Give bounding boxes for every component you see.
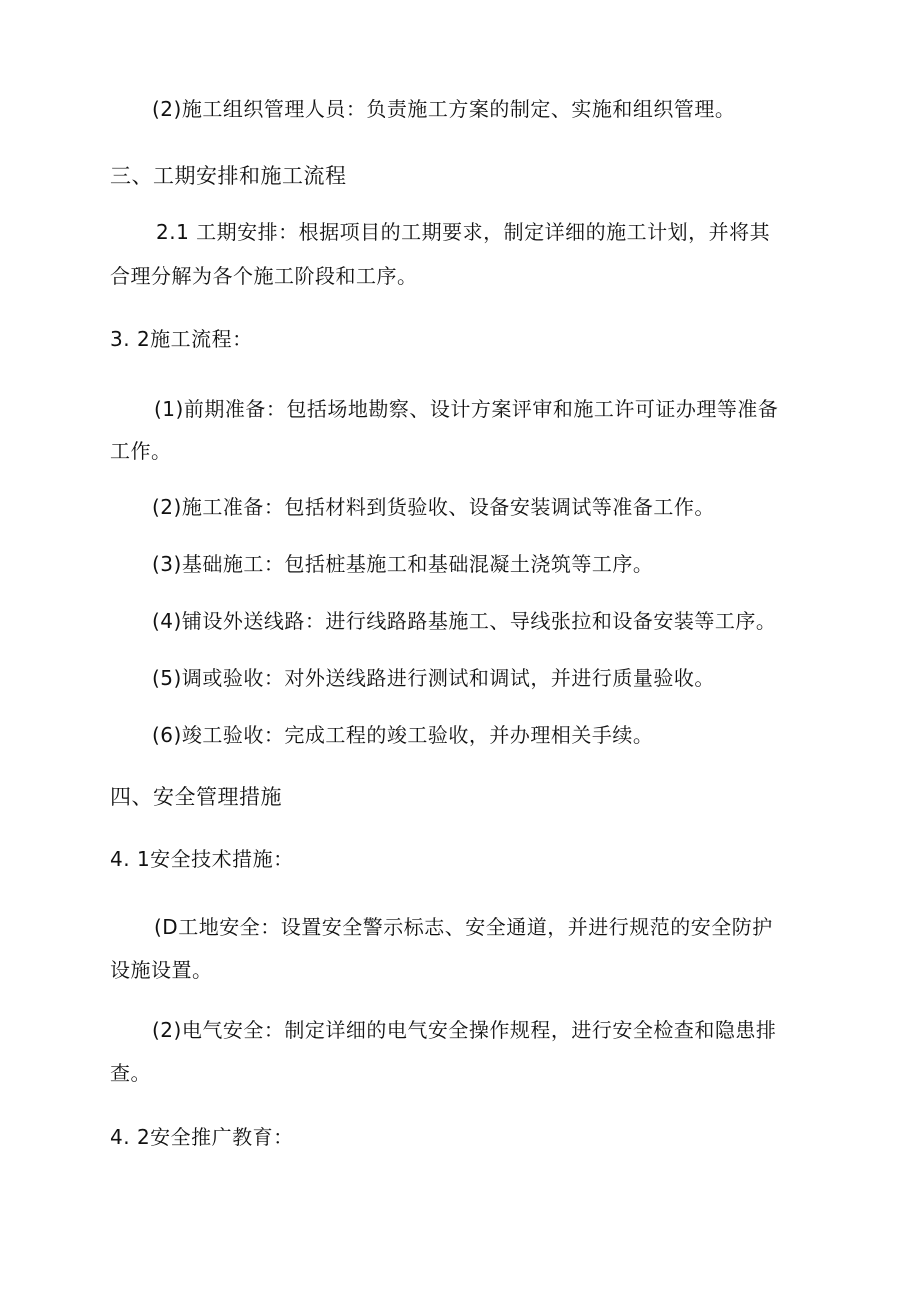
paragraph-completion-acceptance: (6)竣工验收：完成工程的竣工验收，并办理相关手续。 bbox=[152, 723, 654, 747]
paragraph-electrical-safety-line-1: (2)电气安全：制定详细的电气安全操作规程，进行安全检查和隐患排 bbox=[152, 1018, 777, 1042]
section-heading-three: 三、工期安排和施工流程 bbox=[110, 164, 347, 188]
paragraph-preparation-line-1: (1)前期准备：包括场地勘察、设计方案评审和施工许可证办理等准备 bbox=[154, 397, 779, 421]
section-heading-four: 四、安全管理措施 bbox=[110, 785, 282, 809]
subsection-4-1: 4. 1安全技术措施： bbox=[110, 847, 294, 871]
subsection-3-2: 3. 2施工流程： bbox=[110, 327, 253, 351]
paragraph-foundation-construction: (3)基础施工：包括桩基施工和基础混凝土浇筑等工序。 bbox=[152, 552, 654, 576]
paragraph-line-laying: (4)铺设外送线路：进行线路路基施工、导线张拉和设备安装等工序。 bbox=[152, 609, 777, 633]
paragraph-site-safety-line-1: (D工地安全：设置安全警示标志、安全通道，并进行规范的安全防护 bbox=[154, 915, 773, 939]
paragraph-construction-management-staff: (2)施工组织管理人员：负责施工方案的制定、实施和组织管理。 bbox=[152, 97, 736, 121]
paragraph-commissioning-acceptance: (5)调或验收：对外送线路进行测试和调试，并进行质量验收。 bbox=[152, 666, 715, 690]
paragraph-2-1-line-1: 2.1 工期安排：根据项目的工期要求，制定详细的施工计划，并将其 bbox=[156, 220, 771, 244]
paragraph-preparation-line-2: 工作。 bbox=[110, 439, 172, 463]
paragraph-construction-preparation: (2)施工准备：包括材料到货验收、设备安装调试等准备工作。 bbox=[152, 495, 715, 519]
paragraph-site-safety-line-2: 设施设置。 bbox=[110, 958, 213, 982]
paragraph-electrical-safety-line-2: 查。 bbox=[110, 1061, 151, 1085]
subsection-4-2: 4. 2安全推广教育： bbox=[110, 1125, 294, 1149]
paragraph-2-1-line-2: 合理分解为各个施工阶段和工序。 bbox=[110, 264, 418, 288]
